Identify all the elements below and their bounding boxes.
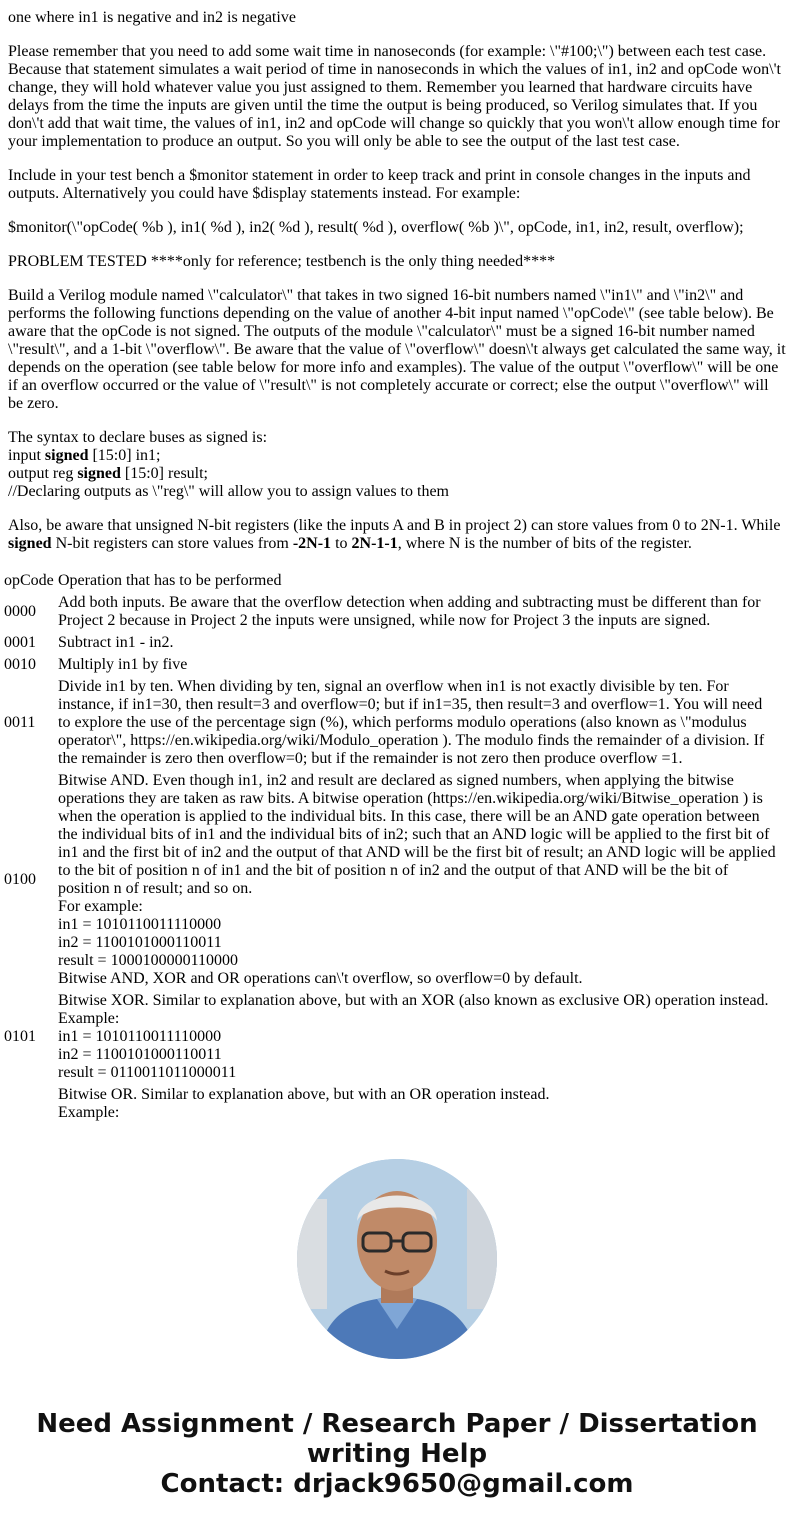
paragraph-case-note: one where in1 is negative and in2 is negative [8,9,296,26]
opcode-cell: 0010 [4,656,36,673]
table-row [3,677,779,769]
operation-cell: Bitwise XOR. Similar to explanation above, but with an XOR (also known as exclusive OR) operation instead. Example: in1 = 1010110011110000 in2 = 1100101000110011 result = 0110011011000011 [58,992,769,1081]
column-header-opcode: opCode [4,572,54,589]
paragraph-wait-time: Please remember that you need to add some wait time in nanoseconds (for example: \"#100;\") between each test case. Because that statement simulates a wait period of time in nanoseconds in which the values of in1, in2 and opCode won\'t change, they will hold whatever value you just assigned to them. Remember you learned that hardware circuits have delays from the time the inputs are given until the time the output is being produced, so Verilog simulates that. If you don\'t add that wait time, the values of in1, in2 and opCode will change so quickly that you won\'t allow enough time for your implementation to produce an output. So you will only be able to see the output of the last test case. [8,43,781,150]
footer-line-2: writing Help [306,1439,488,1469]
table-row [3,593,779,631]
paragraph-register-range: Also, be aware that unsigned N-bit registers (like the inputs A and B in project 2) can store values from 0 to 2N-1. While signed N-bit registers can store values from -2N-1 to 2N-1-1, where N is the number of bits of the register. [8,517,781,552]
table-header-row [3,571,779,591]
footer-line-1: Need Assignment / Research Paper / Dissertation [36,1409,758,1439]
syntax-line-input: input signed [15:0] in1; [8,447,161,464]
avatar [297,1159,497,1359]
paragraph-monitor: Include in your test bench a $monitor statement in order to keep track and print in console changes in the inputs and outputs. Alternatively you could have $display statements instead. For example: [8,167,751,202]
footer-contact [0,1409,794,1499]
table-row [3,991,779,1083]
operation-cell: Bitwise AND. Even though in1, in2 and result are declared as signed numbers, when applying the bitwise operations they are taken as raw bits. A bitwise operation (https://en.wikipedia.org/wiki/Bitwise_operation ) is when the operation is applied to the individual bits. In this case, there will be an AND gate operation between the individual bits of in1 and the individual bits of in2; such that an AND logic will be applied to the first bit of in1 and the first bit of in2 and the output of that AND will be the first bit of result; an AND logic will be applied to the bit of position n of in1 and the bit of position n of in2 and the output of that AND will be the bit of position n of result; and so on. For example: in1 = 1010110011110000 in2 = 1100101000110011 result = 1000100000110000 Bitwise AND, XOR and OR operations can\'t overflow, so overflow=0 by default. [58,772,776,987]
table-row [3,1085,779,1123]
opcode-table [1,569,781,1125]
opcode-cell: 0011 [4,714,36,731]
opcode-cell: 0001 [4,634,36,651]
operation-cell: Bitwise OR. Similar to explanation above, but with an OR operation instead. Example: [58,1086,550,1121]
operation-cell: Divide in1 by ten. When dividing by ten, signal an overflow when in1 is not exactly divisible by ten. For instance, if in1=30, then result=3 and overflow=0; but if in1=35, then result=3 and overflow=1. You will need to explore the use of the percentage sign (%), which performs modulo operations (also known as \"modulus operator\", https://en.wikipedia.org/wiki/Modulo_operation ). The modulo finds the remainder of a division. If the remainder is zero then overflow=0; but if the remainder is not zero then produce overflow =1. [58,678,765,767]
table-row [3,633,779,653]
paragraph-module-spec: Build a Verilog module named \"calculator\" that takes in two signed 16-bit numbers named \"in1\" and \"in2\" and performs the following functions depending on the value of another 4-bit input named \"opCode\" (see table below). Be aware that the opCode is not signed. The outputs of the module \"calculator\" must be a signed 16-bit number named \"result\", and a 1-bit \"overflow\". Be aware that the value of \"overflow\" doesn\'t always get calculated the same way, it depends on the operation (see table below for more info and examples). The value of the output \"overflow\" will be one if an overflow occurred or the value of \"result\" is not completely accurate or correct; else the output \"overflow\" will be zero. [8,287,786,412]
monitor-example: $monitor(\"opCode( %b ), in1( %d ), in2( %d ), result( %d ), overflow( %b )\", opCode, in1, in2, result, overflow); [8,219,744,236]
table-row [3,771,779,989]
operation-cell: Multiply in1 by five [58,656,188,673]
footer-line-3: Contact: drjack9650@gmail.com [160,1469,634,1499]
syntax-line-output: output reg signed [15:0] result; [8,465,208,482]
table-row [3,655,779,675]
document [0,0,794,553]
opcode-cell: 0100 [4,871,36,888]
syntax-comment: //Declaring outputs as \"reg\" will allow you to assign values to them [8,483,449,500]
avatar-container [0,1159,794,1359]
problem-tested-heading: PROBLEM TESTED ****only for reference; testbench is the only thing needed**** [8,253,556,270]
column-header-operation: Operation that has to be performed [58,572,282,589]
operation-cell: Subtract in1 - in2. [58,634,174,651]
opcode-cell [3,1085,55,1123]
opcode-cell: 0101 [4,1028,36,1045]
syntax-intro: The syntax to declare buses as signed is: [8,429,268,446]
syntax-block [8,429,786,501]
person-photo-icon [297,1159,497,1359]
operation-cell: Add both inputs. Be aware that the overflow detection when adding and subtracting must be different than for Project 2 because in Project 2 the inputs were unsigned, while now for Project 3 the inputs are signed. [58,594,761,629]
opcode-cell: 0000 [4,603,36,620]
